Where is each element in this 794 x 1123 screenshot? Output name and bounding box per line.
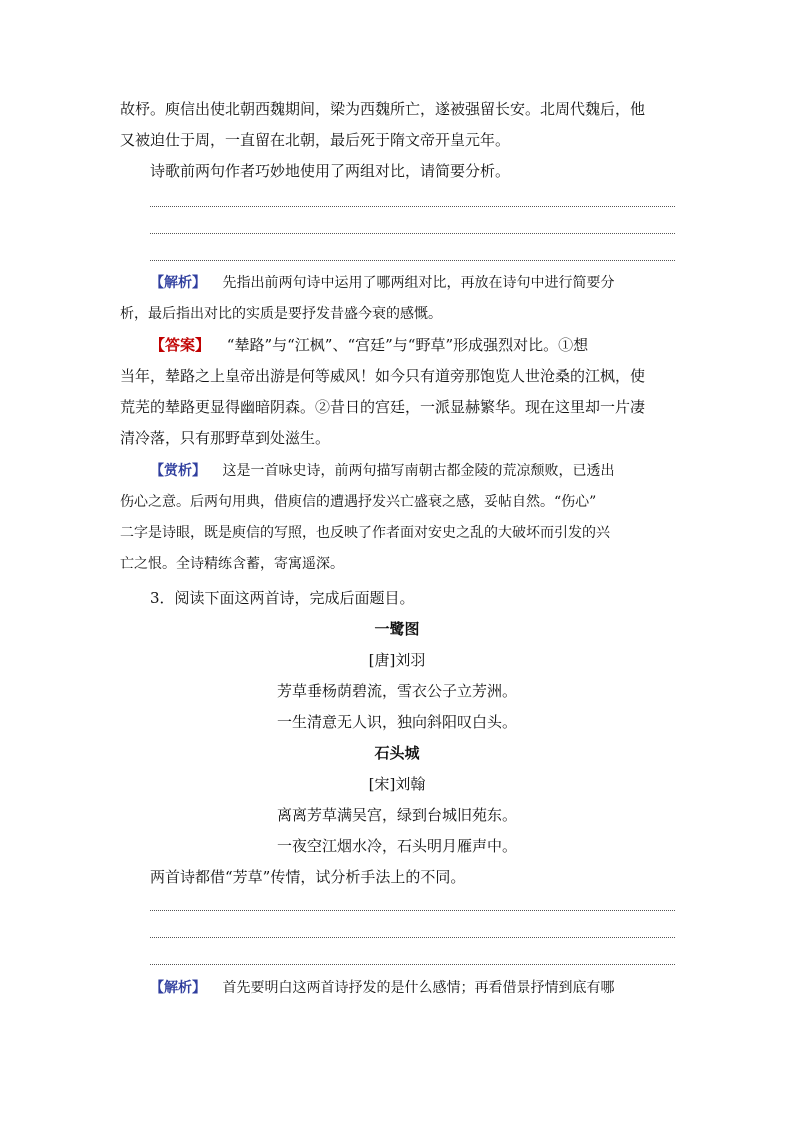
question-3-intro: 3．阅读下面这两首诗，完成后面题目。	[150, 589, 415, 607]
appreciation-text: 这是一首咏史诗，前两句描写南朝古都金陵的荒凉颓败，已透出	[222, 463, 615, 479]
analysis-tag: 【解析】	[150, 980, 206, 996]
poem-1-line-2: 一生清意无人识，独向斜阳叹白头。	[276, 713, 517, 731]
answer-text: “辇路”与“江枫”、“宫廷”与“野草”形成强烈对比。①想	[226, 336, 589, 354]
answer-line	[150, 964, 675, 965]
poem-1-title: 一鹭图	[374, 620, 420, 638]
analysis-line: 析，最后指出对比的实质是要抒发昔盛今衰的感慨。	[120, 306, 442, 322]
answer-line	[150, 910, 675, 911]
poem-1-line-1: 芳草垂杨荫碧流，雪衣公子立芳洲。	[276, 682, 517, 700]
appreciation-text-line: 伤心之意。后两句用典，借庾信的遭遇抒发兴亡盛衰之感，妥帖自然。“伤心”	[120, 494, 597, 510]
answer-line	[150, 260, 675, 261]
question-2-prompt: 诗歌前两句作者巧妙地使用了两组对比，请简要分析。	[150, 162, 511, 180]
poem-2-line-1: 离离芳草满吴宫，绿到台城旧苑东。	[276, 806, 517, 824]
appreciation-text-line: 亡之恨。全诗精练含蓄，寄寓遥深。	[120, 556, 344, 572]
answer-text-line: 清冷落，只有那野草到处滋生。	[120, 429, 331, 447]
analysis-tag: 【解析】	[150, 275, 206, 291]
poem-2-line-2: 一夜空江烟水冷，石头明月雁声中。	[276, 837, 517, 855]
analysis-text: 首先要明白这两首诗抒发的是什么感情；再看借景抒情到底有哪	[222, 980, 615, 996]
question-3-prompt: 两首诗都借“芳草”传情，试分析手法上的不同。	[150, 868, 466, 886]
analysis-text: 先指出前两句诗中运用了哪两组对比，再放在诗句中进行简要分	[222, 275, 615, 291]
appreciation-line	[150, 457, 710, 485]
analysis-line	[150, 974, 710, 1002]
answer-line	[150, 937, 675, 938]
paragraph-line: 又被迫仕于周，一直留在北朝，最后死于隋文帝开皇元年。	[120, 131, 511, 149]
answer-text-line: 荒芜的辇路更显得幽暗阴森。②昔日的宫廷，一派显赫繁华。现在这里却一片凄	[120, 398, 646, 416]
poem-2-title: 石头城	[374, 744, 420, 762]
answer-line-text	[150, 331, 710, 359]
paragraph-line: 故杼。庾信出使北朝西魏期间，梁为西魏所亡，遂被强留长安。北周代魏后，他	[120, 100, 646, 118]
answer-line	[150, 206, 675, 207]
answer-line	[150, 233, 675, 234]
answer-tag: 【答案】	[150, 336, 211, 354]
answer-text-line: 当年，辇路之上皇帝出游是何等威风！如今只有道旁那饱览人世沧桑的江枫，使	[120, 367, 646, 385]
poem-1-author: [唐]刘羽	[368, 651, 426, 669]
appreciation-tag: 【赏析】	[150, 463, 206, 479]
appreciation-text-line: 二字是诗眼，既是庾信的写照，也反映了作者面对安史之乱的大破坏而引发的兴	[120, 525, 610, 541]
poem-2-author: [宋]刘翰	[368, 775, 426, 793]
analysis-line	[150, 269, 710, 297]
